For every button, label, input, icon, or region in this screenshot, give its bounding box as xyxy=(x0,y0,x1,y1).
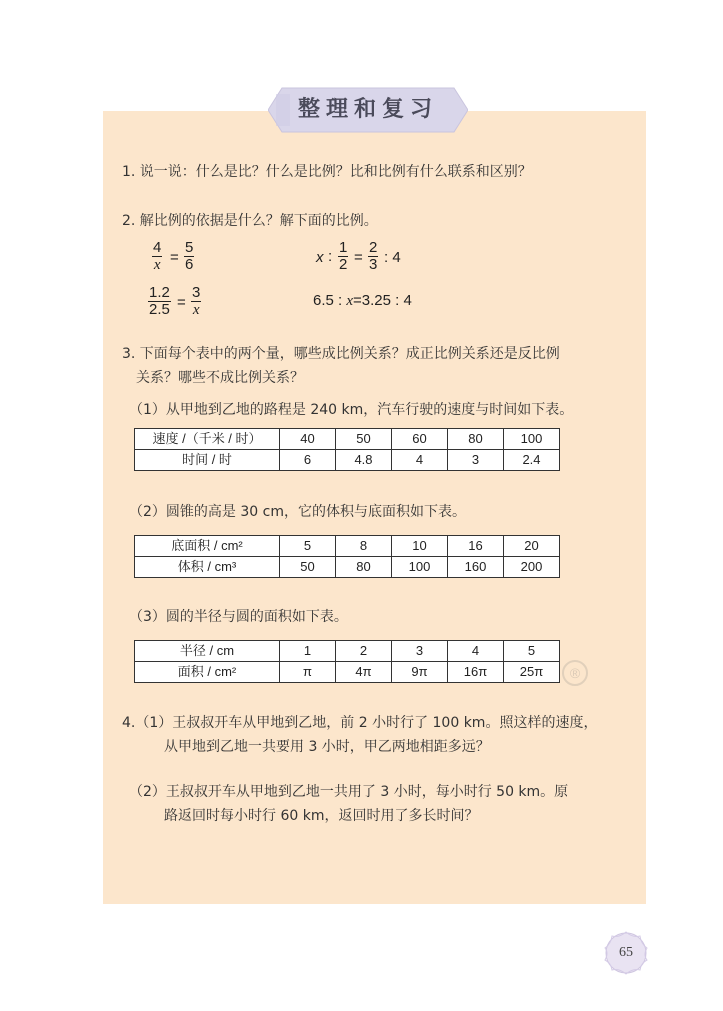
page-number-badge xyxy=(603,930,649,976)
eq3-left-denominator: 2.5 xyxy=(149,301,170,318)
eq1-left-numerator: 4 xyxy=(153,239,162,256)
table-cell: 3 xyxy=(448,450,504,471)
eq1-equals: = xyxy=(170,249,179,266)
eq3-right-denominator: x xyxy=(192,302,200,318)
question-3-line-1: 3. 下面每个表中的两个量，哪些成比例关系？成正比例关系还是反比例 xyxy=(122,346,560,362)
question-4-part-2-line-1: （2）王叔叔开车从甲地到乙地一共用了 3 小时，每小时行 50 km。原 xyxy=(129,784,569,800)
table-cell: 6 xyxy=(280,450,336,471)
eq4 xyxy=(313,291,412,311)
eq2-left-numerator: 1 xyxy=(339,239,348,256)
eq1-right-numerator: 5 xyxy=(185,239,194,256)
eq2-equals: = xyxy=(354,249,363,266)
table-row xyxy=(135,450,560,471)
page-number: 65 xyxy=(619,945,633,960)
table-cell: 1 xyxy=(280,641,336,662)
table-cell: 60 xyxy=(392,429,448,450)
question-4-part-2-line-2: 路返回时每小时行 60 km，返回时用了多长时间？ xyxy=(164,808,479,824)
eq1-right-fraction xyxy=(184,240,194,273)
table-radius-area xyxy=(134,640,560,683)
table-base-volume xyxy=(134,535,560,578)
table-cell: 8 xyxy=(336,536,392,557)
eq2-variable: x xyxy=(316,249,324,266)
question-1: 1. 说一说：什么是比？什么是比例？比和比例有什么联系和区别？ xyxy=(122,164,532,180)
table-cell: 4.8 xyxy=(336,450,392,471)
table-cell: 5 xyxy=(504,641,560,662)
eq2-right-numerator: 2 xyxy=(369,239,378,256)
table-cell: 80 xyxy=(448,429,504,450)
table-cell: π xyxy=(280,662,336,683)
question-2: 2. 解比例的依据是什么？解下面的比例。 xyxy=(122,213,378,229)
table-cell: 10 xyxy=(392,536,448,557)
table-cell: 40 xyxy=(280,429,336,450)
eq3-right-numerator: 3 xyxy=(192,284,201,301)
table-cell: 3 xyxy=(392,641,448,662)
table-cell: 50 xyxy=(336,429,392,450)
table-cell: 速度 /（千米 / 时） xyxy=(135,429,280,450)
question-3-line-2: 关系？哪些不成比例关系？ xyxy=(136,370,304,386)
table-cell: 160 xyxy=(448,557,504,578)
eq2-rest: : 4 xyxy=(384,249,401,266)
registered-mark-icon: ® xyxy=(562,660,588,686)
eq1-left-fraction xyxy=(152,240,162,273)
table-cell: 4 xyxy=(392,450,448,471)
table-cell: 面积 / cm² xyxy=(135,662,280,683)
table-cell: 100 xyxy=(392,557,448,578)
table-cell: 4 xyxy=(448,641,504,662)
eq2-left-fraction xyxy=(338,240,348,273)
table-cell: 体积 / cm³ xyxy=(135,557,280,578)
table-cell: 2.4 xyxy=(504,450,560,471)
table-row xyxy=(135,641,560,662)
table-cell: 9π xyxy=(392,662,448,683)
eq2-left-denominator: 2 xyxy=(339,256,348,273)
eq2-right-denominator: 3 xyxy=(369,256,378,273)
table-cell: 时间 / 时 xyxy=(135,450,280,471)
table-row xyxy=(135,536,560,557)
page-title: 整理和复习 xyxy=(297,97,438,122)
table-cell: 16π xyxy=(448,662,504,683)
question-4-part-1-line-1: 4.（1）王叔叔开车从甲地到乙地，前 2 小时行了 100 km。照这样的速度， xyxy=(122,715,598,731)
table-cell: 20 xyxy=(504,536,560,557)
table-cell: 半径 / cm xyxy=(135,641,280,662)
question-3-part-1: （1）从甲地到乙地的路程是 240 km，汽车行驶的速度与时间如下表。 xyxy=(129,402,574,418)
table-cell: 200 xyxy=(504,557,560,578)
table-cell: 50 xyxy=(280,557,336,578)
eq2-colon: : xyxy=(328,248,333,265)
eq1-right-denominator: 6 xyxy=(185,256,194,273)
table-row xyxy=(135,662,560,683)
table-speed-time xyxy=(134,428,560,471)
eq4-part-b: =3.25 : 4 xyxy=(353,292,412,309)
eq4-variable: x xyxy=(346,293,354,309)
table-row xyxy=(135,429,560,450)
question-4-part-1-line-2: 从甲地到乙地一共要用 3 小时，甲乙两地相距多远？ xyxy=(164,739,490,755)
eq1-left-denominator: x xyxy=(153,257,161,273)
table-cell: 25π xyxy=(504,662,560,683)
table-cell: 底面积 / cm² xyxy=(135,536,280,557)
eq3-right-fraction xyxy=(191,285,201,318)
eq3-left-numerator: 1.2 xyxy=(149,284,170,301)
table-cell: 80 xyxy=(336,557,392,578)
eq3-left-fraction xyxy=(148,285,171,318)
table-cell: 16 xyxy=(448,536,504,557)
question-3-part-3: （3）圆的半径与圆的面积如下表。 xyxy=(129,609,348,625)
title-banner xyxy=(268,86,468,134)
table-cell: 4π xyxy=(336,662,392,683)
table-cell: 5 xyxy=(280,536,336,557)
table-row xyxy=(135,557,560,578)
table-cell: 100 xyxy=(504,429,560,450)
eq2-right-fraction xyxy=(368,240,378,273)
question-3-part-2: （2）圆锥的高是 30 cm，它的体积与底面积如下表。 xyxy=(129,504,466,520)
table-cell: 2 xyxy=(336,641,392,662)
eq4-part-a: 6.5 : xyxy=(313,292,347,309)
eq3-equals: = xyxy=(177,294,186,311)
